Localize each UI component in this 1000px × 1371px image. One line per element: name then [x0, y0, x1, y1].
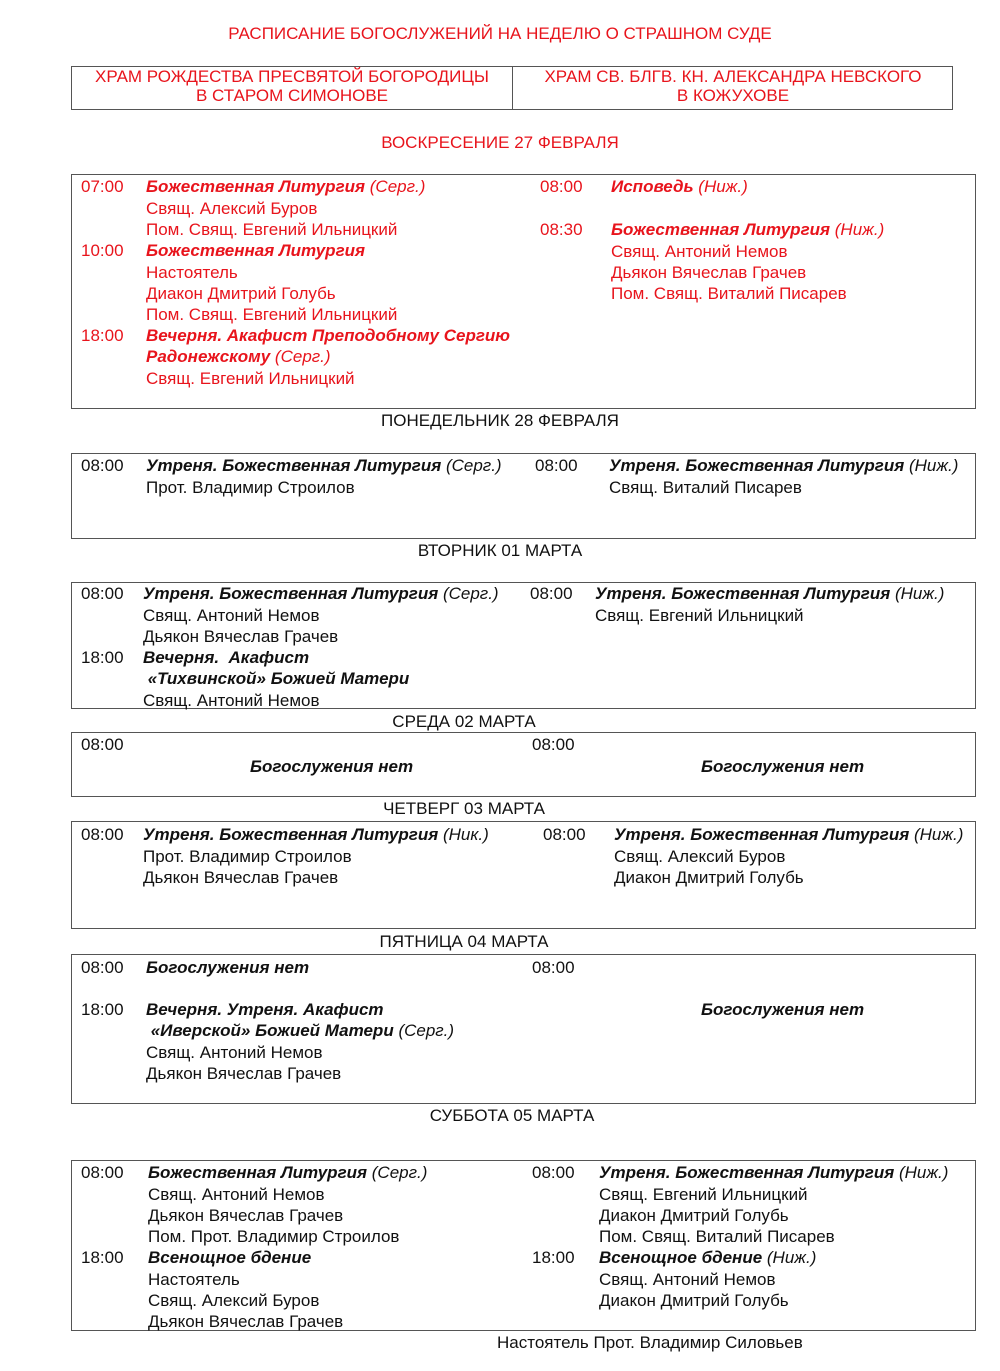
- schedule-text: 18:00: [81, 1000, 124, 1019]
- schedule-text: (Ниж.): [762, 1248, 817, 1267]
- schedule-entry-line: [611, 176, 748, 197]
- schedule-text: Пом. Прот. Владимир Строилов: [148, 1227, 400, 1246]
- schedule-text: (Серг.): [270, 347, 331, 366]
- schedule-entry-line: [599, 1162, 948, 1183]
- schedule-entry-line: [146, 1020, 454, 1041]
- schedule-text: Свящ. Евгений Ильницкий: [595, 606, 804, 625]
- schedule-text: Дьякон Вячеслав Грачев: [143, 868, 339, 887]
- schedule-text: 08:00: [81, 456, 124, 475]
- schedule-text: (Ниж.): [693, 177, 748, 196]
- schedule-text: Исповедь: [611, 177, 694, 196]
- schedule-text: Вечерня. Утреня. Акафист: [146, 1000, 384, 1019]
- schedule-text: Дьякон Вячеслав Грачев: [148, 1312, 344, 1331]
- schedule-text: 08:00: [81, 958, 124, 977]
- schedule-text: Пом. Свящ. Виталий Писарев: [599, 1227, 835, 1246]
- schedule-text: (Ник.): [438, 825, 489, 844]
- schedule-text: Дьякон Вячеслав Грачев: [146, 1064, 342, 1083]
- schedule-text: (Ниж.): [909, 825, 964, 844]
- schedule-text: Радонежскому: [146, 347, 271, 366]
- schedule-text: Свящ. Алексий Буров: [614, 847, 786, 866]
- schedule-text: Диакон Дмитрий Голубь: [599, 1291, 789, 1310]
- schedule-text: Вечерня. Акафист Преподобному Сергию: [146, 326, 510, 345]
- schedule-text: 08:00: [81, 735, 124, 754]
- schedule-text: Настоятель: [148, 1270, 240, 1289]
- schedule-entry-line: [148, 1162, 427, 1183]
- schedule-text: 08:30: [540, 220, 583, 239]
- day-label-tuesday: ВТОРНИК 01 МАРТА: [417, 541, 583, 560]
- schedule-text: Свящ. Антоний Немов: [143, 691, 320, 710]
- schedule-text: (Ниж.): [894, 1163, 949, 1182]
- schedule-text: ХРАМ РОЖДЕСТВА ПРЕСВЯТОЙ БОГОРОДИЦЫ: [95, 67, 489, 86]
- schedule-text: 18:00: [532, 1248, 575, 1267]
- schedule-entry-line: [599, 1247, 816, 1268]
- schedule-text: Утреня. Божественная Литургия: [143, 825, 439, 844]
- schedule-text: Божественная Литургия: [611, 220, 831, 239]
- day-label-wednesday: СРЕДА 02 МАРТА: [392, 712, 536, 731]
- schedule-text: (Серг.): [441, 456, 502, 475]
- schedule-text: Вечерня. Акафист: [143, 648, 310, 667]
- schedule-text: Диакон Дмитрий Голубь: [599, 1206, 789, 1225]
- schedule-text: 18:00: [81, 648, 124, 667]
- schedule-text: 10:00: [81, 241, 124, 260]
- schedule-text: 08:00: [543, 825, 586, 844]
- schedule-entry-line: [611, 219, 884, 240]
- schedule-text: Утреня. Божественная Литургия: [599, 1163, 895, 1182]
- schedule-text: Утреня. Божественная Литургия: [614, 825, 910, 844]
- schedule-text: Всенощное бдение: [148, 1248, 312, 1267]
- day-label-monday: ПОНЕДЕЛЬНИК 28 ФЕВРАЛЯ: [381, 411, 619, 430]
- schedule-text: Дьякон Вячеслав Грачев: [148, 1206, 344, 1225]
- schedule-text: Утреня. Божественная Литургия: [143, 584, 439, 603]
- schedule-text: Утреня. Божественная Литургия: [595, 584, 891, 603]
- schedule-entry-line: [146, 346, 331, 367]
- schedule-text: 08:00: [81, 584, 124, 603]
- schedule-entry-line: [143, 824, 489, 845]
- schedule-text: Богослужения нет: [250, 757, 414, 776]
- day-label-thursday: ЧЕТВЕРГ 03 МАРТА: [383, 799, 545, 818]
- schedule-text: (Ниж.): [904, 456, 959, 475]
- schedule-entry-line: [146, 176, 425, 197]
- schedule-text: Прот. Владимир Строилов: [143, 847, 352, 866]
- schedule-entry-line: [609, 455, 958, 476]
- schedule-text: Свящ. Алексий Буров: [148, 1291, 320, 1310]
- schedule-text: Утреня. Божественная Литургия: [146, 456, 442, 475]
- schedule-text: В СТАРОМ СИМОНОВЕ: [195, 86, 389, 105]
- schedule-text: 08:00: [530, 584, 573, 603]
- schedule-text: (Ниж.): [890, 584, 945, 603]
- church-left: [72, 67, 513, 109]
- schedule-text: Дьякон Вячеслав Грачев: [143, 627, 339, 646]
- schedule-text: 18:00: [81, 1248, 124, 1267]
- schedule-text: 08:00: [540, 177, 583, 196]
- schedule-text: Пом. Свящ. Евгений Ильницкий: [146, 305, 398, 324]
- schedule-text: 08:00: [535, 456, 578, 475]
- day-label-sunday: ВОСКРЕСЕНИЕ 27 ФЕВРАЛЯ: [381, 133, 619, 152]
- schedule-text: 08:00: [532, 958, 575, 977]
- schedule-text: 08:00: [81, 825, 124, 844]
- schedule-text: Свящ. Антоний Немов: [146, 1043, 323, 1062]
- schedule-text: (Серг.): [367, 1163, 428, 1182]
- schedule-text: Божественная Литургия: [146, 177, 366, 196]
- schedule-entry-line: [143, 583, 499, 604]
- day-label-friday: ПЯТНИЦА 04 МАРТА: [379, 932, 549, 951]
- schedule-text: 08:00: [532, 1163, 575, 1182]
- schedule-text: Пом. Свящ. Виталий Писарев: [611, 284, 847, 303]
- schedule-text: Пом. Свящ. Евгений Ильницкий: [146, 220, 398, 239]
- schedule-text: Свящ. Алексий Буров: [146, 199, 318, 218]
- schedule-text: «Иверской» Божией Матери: [146, 1021, 394, 1040]
- schedule-entry-line: [614, 824, 963, 845]
- schedule-text: Богослужения нет: [701, 1000, 865, 1019]
- schedule-text: Свящ. Виталий Писарев: [609, 478, 802, 497]
- schedule-text: Диакон Дмитрий Голубь: [146, 284, 336, 303]
- schedule-text: Дьякон Вячеслав Грачев: [611, 263, 807, 282]
- schedule-text: Богослужения нет: [701, 757, 865, 776]
- schedule-text: Свящ. Антоний Немов: [143, 606, 320, 625]
- schedule-text: 08:00: [532, 735, 575, 754]
- schedule-text: Прот. Владимир Строилов: [146, 478, 355, 497]
- schedule-text: ХРАМ СВ. БЛГВ. КН. АЛЕКСАНДРА НЕВСКОГО: [544, 67, 922, 86]
- schedule-text: (Серг.): [393, 1021, 455, 1040]
- schedule-text: (Серг.): [365, 177, 426, 196]
- schedule-text: «Тихвинской» Божией Матери: [143, 669, 410, 688]
- churches-header: [71, 66, 953, 110]
- schedule-entry-line: [595, 583, 944, 604]
- page-title: РАСПИСАНИЕ БОГОСЛУЖЕНИЙ НА НЕДЕЛЮ О СТРАШНОМ СУДЕ: [228, 24, 772, 43]
- church-right: [513, 67, 953, 109]
- schedule-text: Свящ. Евгений Ильницкий: [599, 1185, 808, 1204]
- day-label-saturday: СУББОТА 05 МАРТА: [429, 1106, 595, 1125]
- schedule-text: (Серг.): [438, 584, 499, 603]
- schedule-text: Всенощное бдение: [599, 1248, 763, 1267]
- schedule-text: 08:00: [81, 1163, 124, 1182]
- schedule-text: 18:00: [81, 326, 124, 345]
- schedule-text: (Ниж.): [830, 220, 885, 239]
- schedule-text: Свящ. Антоний Немов: [148, 1185, 325, 1204]
- schedule-text: Диакон Дмитрий Голубь: [614, 868, 804, 887]
- schedule-text: В КОЖУХОВЕ: [676, 86, 790, 105]
- schedule-text: Свящ. Антоний Немов: [599, 1270, 776, 1289]
- schedule-text: Свящ. Антоний Немов: [611, 242, 788, 261]
- schedule-text: Настоятель: [146, 263, 238, 282]
- schedule-text: Божественная Литургия: [146, 241, 366, 260]
- footer-signature: Настоятель Прот. Владимир Силовьев: [497, 1333, 803, 1352]
- schedule-text: Божественная Литургия: [148, 1163, 368, 1182]
- schedule-entry-line: [146, 455, 502, 476]
- schedule-text: Богослужения нет: [146, 958, 310, 977]
- schedule-text: Свящ. Евгений Ильницкий: [146, 369, 355, 388]
- schedule-text: Утреня. Божественная Литургия: [609, 456, 905, 475]
- schedule-text: 07:00: [81, 177, 124, 196]
